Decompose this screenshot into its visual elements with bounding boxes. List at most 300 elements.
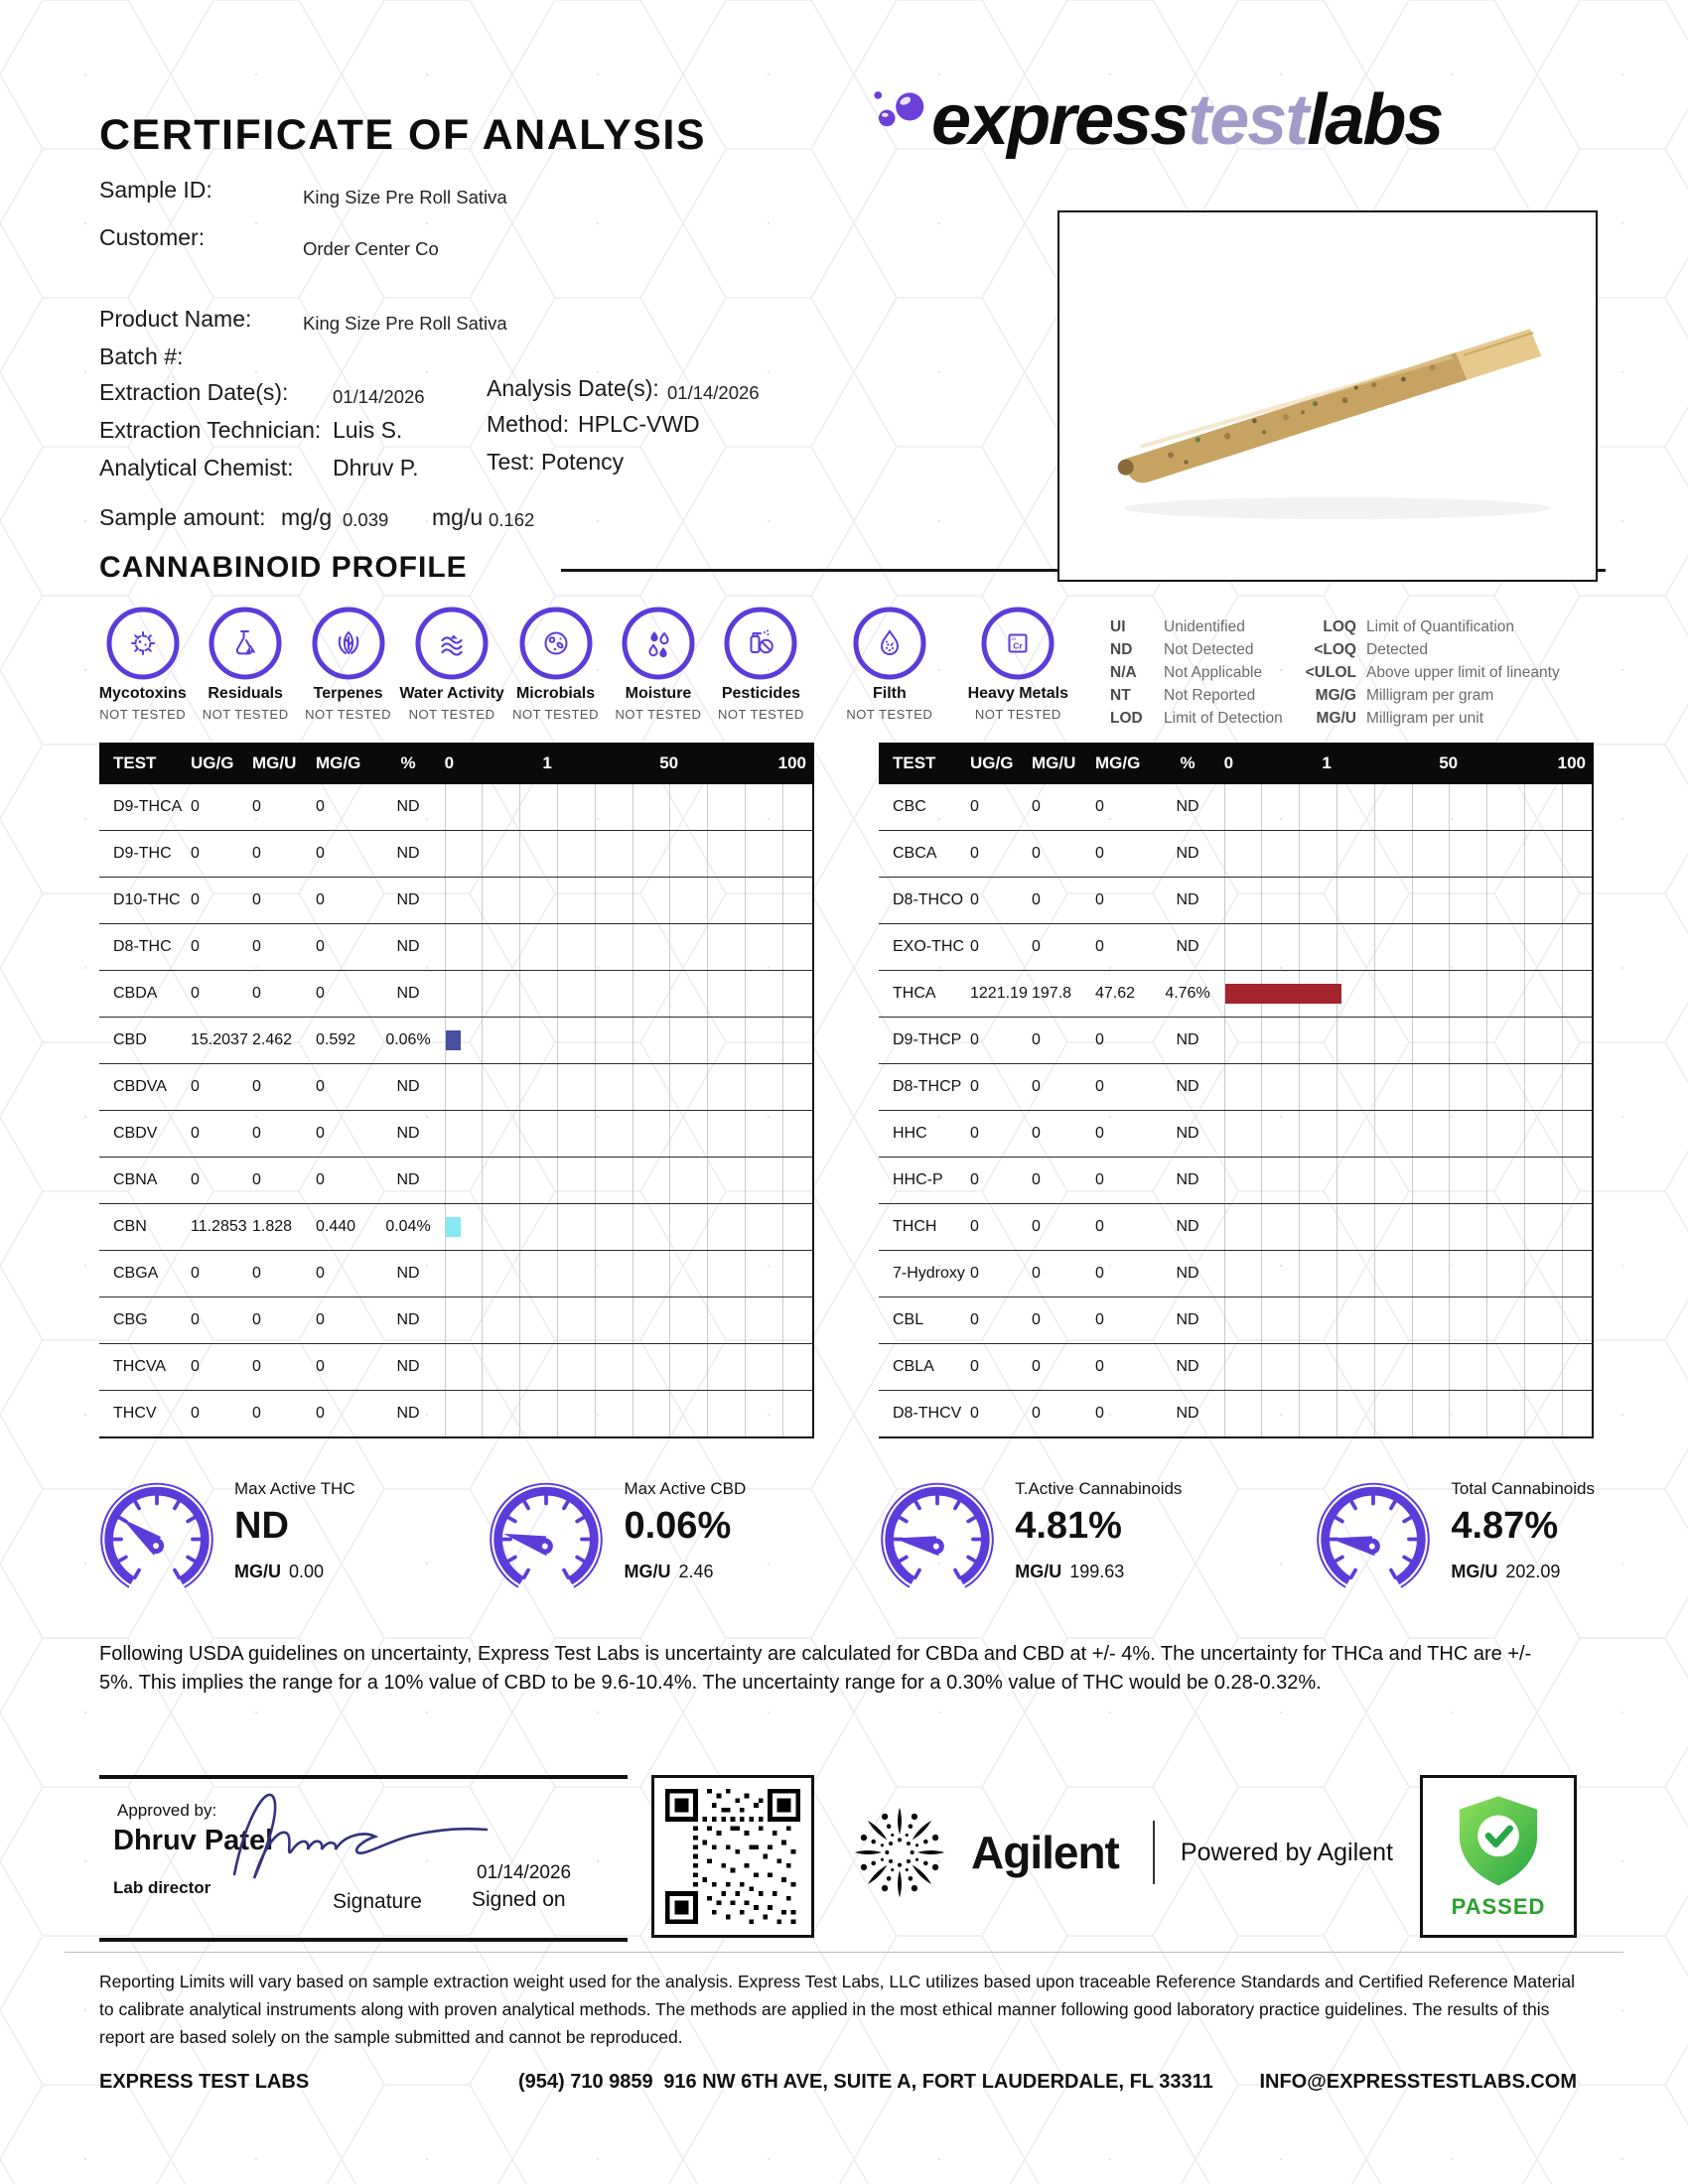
- table-row: [879, 784, 1594, 831]
- cannabinoid-table-right: [879, 743, 1594, 1438]
- row-chart: [437, 1018, 814, 1063]
- cell-ugg: 0: [970, 798, 979, 815]
- table-row: [879, 1204, 1594, 1251]
- panel-status: NOT TESTED: [408, 707, 495, 722]
- table-row: [99, 784, 814, 831]
- cell-ugg: 0: [970, 1171, 979, 1188]
- panel-status: NOT TESTED: [717, 707, 804, 722]
- cell-mgg: 0: [316, 1358, 325, 1375]
- analyte-name: CBNA: [113, 1171, 158, 1188]
- col-mgg: MG/G: [1095, 753, 1141, 772]
- panel-moisture: [607, 604, 709, 722]
- panel-heavy-metals: [967, 604, 1069, 722]
- extraction-dates-value: 01/14/2026: [333, 386, 425, 407]
- qr-code: [651, 1775, 814, 1938]
- gauge-value: 0.06%: [624, 1505, 732, 1547]
- col-test: TEST: [893, 753, 936, 772]
- cell-pct: ND: [1176, 1078, 1199, 1095]
- table-rows: [879, 784, 1594, 1438]
- cell-mgg: 47.62: [1095, 985, 1136, 1002]
- panel-name: Mycotoxins: [98, 685, 187, 702]
- table-row: [99, 1251, 814, 1297]
- approval-box: [99, 1775, 628, 1942]
- agilent-starburst-icon: [842, 1795, 957, 1910]
- cell-mgg: 0: [1095, 1265, 1104, 1282]
- gauge-icon: [1312, 1475, 1435, 1598]
- legend-abbr: MG/U: [1316, 710, 1356, 727]
- gauge-text: [234, 1475, 355, 1598]
- scale-1: 1: [1322, 753, 1332, 772]
- table-row: [99, 831, 814, 878]
- panel-microbials: [504, 604, 607, 722]
- cell-ugg: 0: [191, 1171, 200, 1188]
- cell-pct: ND: [1176, 1405, 1199, 1422]
- cell-mgu: 197.8: [1032, 985, 1072, 1002]
- table-row: [879, 1297, 1594, 1344]
- cell-mgu: 2.462: [252, 1031, 293, 1048]
- gauge-unit-value: 202.09: [1505, 1562, 1561, 1581]
- gauge-value: 4.81%: [1015, 1505, 1122, 1547]
- row-chart: [437, 1204, 814, 1250]
- cell-mgg: 0: [316, 985, 325, 1002]
- legend-column-2: [1287, 615, 1560, 730]
- row-chart: [1216, 1297, 1594, 1343]
- cell-ugg: 0: [191, 1358, 200, 1375]
- gauge: [95, 1475, 355, 1598]
- sample-id-value: King Size Pre Roll Sativa: [303, 187, 507, 207]
- row-chart: [1216, 1111, 1594, 1157]
- disclaimer-text: Reporting Limits will vary based on sample extraction weight used for the analysis. Express Test Labs, LLC utilizes based upon traceable Reference Standards and Certified Reference Material to calibrate analytical instruments along with proven analytical methods. The methods are applied in the most ethical manner following good laboratory practice guidelines. The results of this report are based solely on the sample submitted and cannot be reproduced.: [99, 1972, 1576, 2047]
- cell-mgg: 0: [316, 1265, 325, 1282]
- cell-mgu: 0: [252, 1078, 261, 1095]
- moisture-icon: [619, 604, 698, 683]
- analyte-name: D10-THC: [113, 891, 181, 908]
- col-test: TEST: [113, 753, 157, 772]
- gauge: [1312, 1475, 1595, 1598]
- scale-1: 1: [542, 753, 552, 772]
- panel-status: NOT TESTED: [846, 707, 933, 722]
- section-title: CANNABINOID PROFILE: [99, 551, 468, 584]
- footer-email: INFO@EXPRESSTESTLABS.COM: [1259, 2071, 1577, 2093]
- cell-mgg: 0: [1095, 891, 1104, 908]
- test-value: Potency: [541, 449, 625, 475]
- powered-by-agilent: Powered by Agilent: [1180, 1838, 1393, 1866]
- gauge-text: [1015, 1475, 1182, 1598]
- cell-mgg: 0: [316, 798, 325, 815]
- legend-abbr: <LOQ: [1314, 641, 1356, 658]
- cell-ugg: 0: [191, 938, 200, 955]
- gauge-icon: [485, 1475, 608, 1598]
- cell-ugg: 0: [970, 1405, 979, 1422]
- brand-logo: [874, 80, 1443, 160]
- panel-water-activity: [399, 604, 504, 722]
- table-row: [99, 1297, 814, 1344]
- table-row: [99, 878, 814, 924]
- cell-pct: ND: [396, 1078, 420, 1095]
- value-bar: [1225, 984, 1341, 1004]
- panel-status: NOT TESTED: [512, 707, 599, 722]
- cell-ugg: 0: [970, 891, 979, 908]
- row-chart: [1216, 1344, 1594, 1390]
- panel-name: Terpenes: [313, 685, 383, 702]
- analyte-name: THCH: [893, 1218, 937, 1235]
- cell-mgg: 0: [1095, 798, 1104, 815]
- col-mgu: MG/U: [252, 753, 297, 772]
- row-chart: [1216, 1391, 1594, 1436]
- row-chart: [437, 1251, 814, 1297]
- analyte-name: D8-THCV: [893, 1405, 962, 1422]
- cell-mgu: 1.828: [252, 1218, 293, 1235]
- cell-mgg: 0: [316, 1311, 325, 1328]
- panel-name: Filth: [872, 685, 907, 702]
- gauge-value: 4.87%: [1451, 1505, 1559, 1547]
- mgu-label: mg/u: [432, 504, 484, 530]
- legend-desc: Limit of Detection: [1164, 710, 1283, 727]
- analyte-name: CBDV: [113, 1125, 158, 1142]
- table-row: [879, 1111, 1594, 1158]
- cell-mgg: 0: [316, 1171, 325, 1188]
- test-label: Test:: [487, 449, 535, 475]
- cell-mgu: 0: [252, 798, 261, 815]
- table-row: [99, 924, 814, 971]
- cell-mgg: 0: [316, 1405, 325, 1422]
- analyte-name: THCVA: [113, 1358, 167, 1375]
- gauge: [876, 1475, 1182, 1598]
- table-row: [879, 1344, 1594, 1391]
- cell-ugg: 0: [191, 1405, 200, 1422]
- gauge-unit-label: MG/U: [234, 1562, 281, 1581]
- method-value: HPLC-VWD: [578, 411, 700, 437]
- cell-pct: ND: [396, 1311, 420, 1328]
- panel-residuals: [194, 604, 296, 722]
- cell-mgu: 0: [252, 891, 261, 908]
- cell-ugg: 0: [191, 1078, 200, 1095]
- cell-pct: ND: [396, 798, 420, 815]
- panel-status: NOT TESTED: [305, 707, 392, 722]
- signed-on-label: Signed on: [472, 1888, 566, 1911]
- row-chart: [1216, 784, 1594, 830]
- cell-ugg: 0: [970, 1358, 979, 1375]
- preroll-image: [1059, 212, 1592, 576]
- panel-name: Pesticides: [721, 685, 800, 702]
- row-chart: [437, 1297, 814, 1343]
- col-ugg: UG/G: [191, 753, 234, 772]
- customer-label: Customer:: [99, 224, 206, 250]
- scale-50: 50: [1439, 753, 1459, 772]
- scale-0: 0: [1223, 753, 1234, 772]
- analytical-chemist-value: Dhruv P.: [333, 455, 419, 480]
- col-ugg: UG/G: [970, 753, 1014, 772]
- gauge-title: T.Active Cannabinoids: [1015, 1479, 1183, 1498]
- analyte-name: THCA: [893, 985, 936, 1002]
- row-chart: [437, 784, 814, 830]
- legend-abbr: MG/G: [1315, 687, 1356, 704]
- cell-mgg: 0: [1095, 1405, 1104, 1422]
- gauge-unit: [1451, 1562, 1595, 1582]
- cell-ugg: 0: [191, 1265, 200, 1282]
- cell-pct: ND: [1176, 1265, 1199, 1282]
- legend-abbr: NT: [1110, 687, 1131, 704]
- row-chart: [437, 1064, 814, 1110]
- cell-mgg: 0: [316, 1125, 325, 1142]
- terpenes-icon: [309, 604, 388, 683]
- table-row: [879, 971, 1594, 1018]
- gauge-text: [624, 1475, 746, 1598]
- cell-pct: ND: [396, 1265, 420, 1282]
- panel-name: Microbials: [515, 685, 596, 702]
- gauge-needle: [1329, 1526, 1382, 1556]
- table-row: [879, 831, 1594, 878]
- scale-100: 100: [1557, 753, 1586, 772]
- water-activity-icon: [412, 604, 492, 683]
- gauge-unit: [234, 1562, 355, 1582]
- cell-pct: ND: [1176, 1218, 1199, 1235]
- cell-mgg: 0: [1095, 1125, 1104, 1142]
- extraction-technician-label: Extraction Technician:: [99, 417, 322, 443]
- scale-axis: [437, 743, 814, 784]
- col-pct: %: [400, 753, 416, 772]
- cell-ugg: 15.2037: [191, 1031, 248, 1048]
- row-chart: [1216, 1204, 1594, 1250]
- row-chart: [1216, 971, 1594, 1017]
- svg-text:Cr: Cr: [1013, 640, 1024, 651]
- cell-pct: ND: [1176, 891, 1199, 908]
- cell-pct: ND: [396, 938, 420, 955]
- row-chart: [437, 831, 814, 877]
- analyte-name: CBG: [113, 1311, 148, 1328]
- gauge-unit: [624, 1562, 746, 1582]
- cell-mgg: 0: [316, 1078, 325, 1095]
- gauge-title: Max Active THC: [234, 1479, 355, 1498]
- cell-mgu: 0: [1032, 891, 1041, 908]
- product-name-value: King Size Pre Roll Sativa: [303, 313, 507, 334]
- table-row: [99, 971, 814, 1018]
- cell-pct: ND: [1176, 845, 1199, 862]
- logo-bubbles-icon: [874, 86, 925, 132]
- legend-desc: Not Detected: [1164, 641, 1254, 658]
- row-chart: [1216, 1018, 1594, 1063]
- svg-text:!: !: [249, 647, 252, 654]
- row-chart: [437, 971, 814, 1017]
- shield-check-icon: [1453, 1793, 1544, 1892]
- cell-pct: ND: [1176, 938, 1199, 955]
- panel-filth: [838, 604, 940, 722]
- analyte-name: D9-THCP: [893, 1031, 962, 1048]
- footer-phone: (954) 710 9859: [518, 2071, 653, 2093]
- panel-status: NOT TESTED: [615, 707, 702, 722]
- analyte-name: HHC: [893, 1125, 927, 1142]
- cell-mgg: 0.592: [316, 1031, 356, 1048]
- approver-role: Lab director: [113, 1878, 211, 1897]
- analyte-name: CBGA: [113, 1265, 159, 1282]
- cell-mgg: 0: [1095, 1031, 1104, 1048]
- analyte-name: CBCA: [893, 845, 937, 862]
- analyte-name: D9-THC: [113, 845, 172, 862]
- table-row: [99, 1111, 814, 1158]
- cell-mgu: 0: [252, 1125, 261, 1142]
- legend-column-1: [1110, 615, 1283, 730]
- cell-ugg: 1221.19: [970, 985, 1028, 1002]
- scale-axis: [1216, 743, 1594, 784]
- cell-pct: ND: [1176, 1311, 1199, 1328]
- gauge-text: [1451, 1475, 1595, 1598]
- analyte-name: CBDVA: [113, 1078, 167, 1095]
- logo-test: test: [1188, 80, 1308, 160]
- cell-ugg: 0: [970, 1031, 979, 1048]
- table-row: [99, 1064, 814, 1111]
- row-chart: [437, 924, 814, 970]
- residuals-icon: [206, 604, 285, 683]
- panel-status: NOT TESTED: [202, 707, 289, 722]
- legend-desc: Limit of Quantification: [1366, 618, 1515, 635]
- cell-ugg: 0: [970, 1218, 979, 1235]
- legend-abbr: LOQ: [1323, 618, 1356, 635]
- cell-mgu: 0: [252, 1311, 261, 1328]
- cell-ugg: 0: [970, 1311, 979, 1328]
- cell-pct: ND: [396, 1405, 420, 1422]
- passed-label: PASSED: [1451, 1894, 1546, 1919]
- cell-mgu: 0: [1032, 1358, 1041, 1375]
- analyte-name: CBLA: [893, 1358, 934, 1375]
- cell-mgg: 0: [316, 891, 325, 908]
- row-chart: [1216, 924, 1594, 970]
- cell-ugg: 0: [970, 1078, 979, 1095]
- legend-desc: Milligram per unit: [1366, 710, 1484, 727]
- row-chart: [1216, 1251, 1594, 1297]
- cell-mgg: 0: [1095, 1218, 1104, 1235]
- cell-ugg: 11.2853: [191, 1218, 247, 1235]
- cell-mgg: 0: [1095, 938, 1104, 955]
- gauge-unit: [1015, 1562, 1182, 1582]
- cell-mgg: 0: [1095, 1171, 1104, 1188]
- analyte-name: D8-THC: [113, 938, 172, 955]
- cell-mgg: 0: [1095, 1358, 1104, 1375]
- cell-mgu: 0: [252, 985, 261, 1002]
- table-row: [879, 1018, 1594, 1064]
- footer-divider: [65, 1952, 1623, 1953]
- cell-mgu: 0: [1032, 1125, 1041, 1142]
- legend-desc: Milligram per gram: [1366, 687, 1494, 704]
- cell-mgg: 0: [1095, 845, 1104, 862]
- table-header: [99, 743, 814, 784]
- cell-mgu: 0: [1032, 798, 1041, 815]
- table-row: [99, 1204, 814, 1251]
- panel-status: NOT TESTED: [99, 707, 187, 722]
- summary-gauges: [95, 1475, 1595, 1598]
- panel-name: Heavy Metals: [967, 685, 1068, 702]
- mgg-label: mg/g: [281, 504, 333, 530]
- analyte-name: CBD: [113, 1031, 147, 1048]
- analyte-name: CBC: [893, 798, 926, 815]
- col-mgg: MG/G: [316, 753, 361, 772]
- sample-id-label: Sample ID:: [99, 177, 212, 203]
- table-header: [879, 743, 1594, 784]
- col-pct: %: [1180, 753, 1196, 772]
- analysis-dates-value: 01/14/2026: [667, 382, 760, 403]
- row-chart: [1216, 1158, 1594, 1203]
- cell-mgg: 0: [1095, 1311, 1104, 1328]
- cell-pct: ND: [396, 1358, 420, 1375]
- legend-abbr: LOD: [1110, 710, 1143, 727]
- cell-pct: ND: [1176, 1171, 1199, 1188]
- legend-abbr: ND: [1110, 641, 1133, 658]
- gauge-unit-value: 2.46: [678, 1562, 714, 1581]
- sample-amount-label: Sample amount:: [99, 504, 266, 530]
- gauge-needle: [118, 1510, 169, 1558]
- cell-pct: ND: [1176, 1358, 1199, 1375]
- heavy-metals-icon: [978, 604, 1057, 683]
- cell-ugg: 0: [191, 1125, 200, 1142]
- product-photo: [1057, 210, 1598, 582]
- approved-by-label: Approved by:: [117, 1801, 217, 1820]
- row-chart: [437, 1344, 814, 1390]
- signature-scribble: [216, 1779, 514, 1882]
- analysis-dates-label: Analysis Date(s):: [487, 375, 659, 401]
- row-chart: [437, 1158, 814, 1203]
- cell-ugg: 0: [970, 845, 979, 862]
- scale-0: 0: [444, 753, 455, 772]
- mycotoxins-icon: [103, 604, 183, 683]
- mgu-value: 0.162: [489, 509, 535, 530]
- cell-pct: ND: [1176, 798, 1199, 815]
- table-row: [99, 1158, 814, 1204]
- uncertainty-text: Following USDA guidelines on uncertainty, Express Test Labs is uncertainty are calculated for CBDa and CBD at +/- 4%. The uncertainty for THCa and THC are +/- 5%. This implies the range for a 10% value of CBD to be 9.6-10.4%. The uncertainty range for a 0.30% value of THC would be 0.28-0.32%.: [99, 1643, 1532, 1694]
- cell-mgu: 0: [1032, 1171, 1041, 1188]
- cell-pct: 0.04%: [385, 1218, 431, 1235]
- analyte-name: D8-THCP: [893, 1078, 962, 1095]
- cell-pct: ND: [396, 891, 420, 908]
- cell-pct: ND: [1176, 1125, 1199, 1142]
- svg-text:24: 24: [1011, 636, 1017, 642]
- gauge-unit-value: 199.63: [1069, 1562, 1125, 1581]
- cell-mgg: 0: [316, 938, 325, 955]
- legend-abbr: N/A: [1110, 664, 1137, 681]
- analyte-name: EXO-THC: [893, 938, 964, 955]
- cell-ugg: 0: [191, 845, 200, 862]
- page-title: CERTIFICATE OF ANALYSIS: [99, 111, 707, 159]
- legend-desc: Not Reported: [1164, 687, 1256, 704]
- value-bar: [446, 1030, 461, 1050]
- mgg-value: 0.039: [343, 509, 389, 530]
- legend-abbr: UI: [1110, 618, 1126, 635]
- col-mgu: MG/U: [1032, 753, 1076, 772]
- gauge-unit-label: MG/U: [624, 1562, 671, 1581]
- extraction-dates-label: Extraction Date(s):: [99, 379, 289, 405]
- legend-desc: Unidentified: [1164, 618, 1245, 635]
- cell-ugg: 0: [970, 1265, 979, 1282]
- table-row: [99, 1391, 814, 1438]
- customer-value: Order Center Co: [303, 238, 439, 259]
- cell-mgu: 0: [252, 1358, 261, 1375]
- not-tested-panels: [91, 604, 1069, 722]
- table-rows: [99, 784, 814, 1438]
- row-chart: [437, 1391, 814, 1436]
- table-row: [879, 924, 1594, 971]
- qr-pattern: [665, 1789, 800, 1924]
- gauge-unit-value: 0.00: [289, 1562, 325, 1581]
- analyte-name: CBN: [113, 1218, 147, 1235]
- gauge-icon: [876, 1475, 999, 1598]
- agilent-name: Agilent: [971, 1827, 1119, 1878]
- legend-desc: Not Applicable: [1164, 664, 1263, 681]
- batch-label: Batch #:: [99, 343, 184, 369]
- panel-status: NOT TESTED: [974, 707, 1061, 722]
- value-bar: [446, 1217, 461, 1237]
- approver-name: Dhruv Patel: [113, 1825, 274, 1856]
- cell-mgu: 0: [1032, 1078, 1041, 1095]
- cell-mgu: 0: [252, 1405, 261, 1422]
- panel-terpenes: [297, 604, 399, 722]
